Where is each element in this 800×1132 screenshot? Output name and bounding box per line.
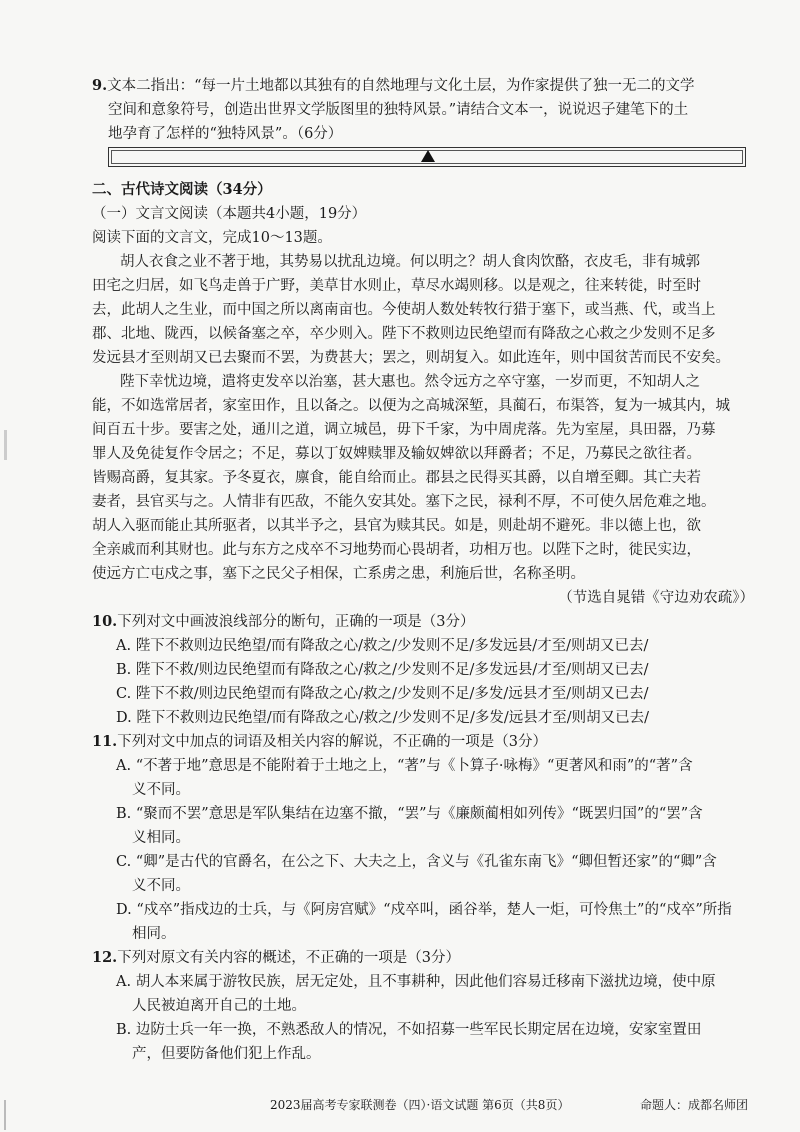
passage-line: 全亲戚而利其财也。此与东方之戍卒不习地势而心畏胡者，功相万也。以陛下之时，徙民实边， — [92, 542, 701, 558]
q12-option-a-cont: 人民被迫离开自己的土地。 — [132, 998, 306, 1014]
q12-option-b-cont: 产，但要防备他们犯上作乱。 — [132, 1046, 321, 1062]
passage-line: 间百五十步。要害之处，通川之道，调立城邑，毋下千家，为中周虎落。先为室屋，具田器，乃募 — [92, 422, 716, 438]
q9-line3: 地孕育了怎样的“独特风景”。（6分） — [108, 126, 343, 142]
page-footer: 2023届高考专家联测卷（四）·语文试题 第6页（共8页） — [270, 1098, 570, 1112]
passage-line: 胡人入驱而能止其所驱者，以其半予之，县官为赎其民。如是，则赴胡不避死。非以德上也，欲 — [92, 518, 701, 534]
passage-line: 能，不如选常居者，家室田作，且以备之。以便为之高城深堑，具蔺石，布渠答，复为一城其内，城 — [92, 398, 730, 414]
subsection-title: （一）文言文阅读（本题共4小题，19分） — [92, 206, 367, 222]
q11-option-b-cont: 义相同。 — [132, 830, 190, 846]
binding-mark — [4, 1100, 6, 1130]
q11-number: 11. — [92, 733, 118, 750]
q11-option-d[interactable]: D. “戍卒”指戍边的士兵，与《阿房宫赋》“戍卒叫，函谷举，楚人一炬，可怜焦土”的“戍卒”所指 — [116, 902, 732, 918]
instruction: 阅读下面的文言文，完成10～13题。 — [92, 230, 332, 246]
q9-text: 文本二指出：“每一片土地都以其独有的自然地理与文化土层，为作家提供了独一无二的文学 — [107, 78, 695, 94]
q10-stem — [92, 612, 474, 632]
q9-line1 — [92, 76, 695, 96]
q10-number: 10. — [92, 613, 118, 630]
q11-option-d-cont: 相同。 — [132, 926, 176, 942]
q10-option-d[interactable]: D. 陛下不救则边民绝望/而有降敌之心/救之/少发则不足/多发/远县才至/则胡又已去/ — [116, 710, 650, 726]
triangle-icon — [421, 150, 435, 162]
q11-option-c[interactable]: C. “卿”是古代的官爵名，在公之下、大夫之上，含义与《孔雀东南飞》“卿但暂还家”的“卿”含 — [116, 854, 717, 870]
passage-line: 罪人及免徒复作令居之；不足，募以丁奴婢赎罪及输奴婢欲以拜爵者；不足，乃募民之欲往者。 — [92, 446, 701, 462]
passage-line: 妻者，县官买与之。人情非有匹敌，不能久安其处。塞下之民，禄利不厚，不可使久居危难之地。 — [92, 494, 716, 510]
passage-line: 发远县才至则胡又已去聚而不罢，为费甚大；罢之，则胡复入。如此连年，则中国贫苦而民不安矣。 — [92, 350, 730, 366]
footer-author: 命题人：成都名师团 — [640, 1098, 749, 1112]
q12-text: 下列对原文有关内容的概述，不正确的一项是（3分） — [117, 950, 460, 966]
q11-option-c-cont: 义不同。 — [132, 878, 190, 894]
passage-line: 陛下幸忧边境，遣将吏发卒以治塞，甚大惠也。然令远方之卒守塞，一岁而更，不知胡人之 — [120, 374, 700, 390]
passage-line: 胡人衣食之业不著于地，其势易以扰乱边境。何以明之？胡人食肉饮酪，衣皮毛，非有城郭 — [120, 254, 700, 270]
passage-line: 郡、北地、陇西，以候备塞之卒，卒少则入。陛下不救则边民绝望而有降敌之心救之少发则不足多 — [92, 326, 716, 342]
passage-line: 田宅之归居，如飞鸟走兽于广野，美草甘水则止，草尽水竭则移。以是观之，往来转徙，时至时 — [92, 278, 701, 294]
passage-line: 使远方亡屯戍之事，塞下之民父子相保，亡系虏之患，利施后世，名称圣明。 — [92, 566, 585, 582]
q11-stem — [92, 732, 547, 752]
section-title: 二、古代诗文阅读（34分） — [92, 181, 272, 198]
passage-source: （节选自晁错《守边劝农疏》） — [558, 590, 754, 606]
q12-option-a[interactable]: A. 胡人本来属于游牧民族，居无定处，且不事耕种，因此他们容易迁移南下滋扰边境，使中原 — [116, 974, 716, 990]
q10-option-c[interactable]: C. 陛下不救/则边民绝望而有降敌之心/救之/少发则不足/多发/远县才至/则胡又已去/ — [116, 686, 649, 702]
q12-stem — [92, 948, 460, 968]
q11-option-b[interactable]: B. “聚而不罢”意思是军队集结在边塞不撤，“罢”与《廉颇蔺相如列传》“既罢归国”的“罢”含 — [116, 806, 703, 822]
q9-number: 9. — [92, 77, 108, 94]
q12-option-b[interactable]: B. 边防士兵一年一换，不熟悉敌人的情况，不如招募一些军民长期定居在边境，安家室置田 — [116, 1022, 702, 1038]
q10-option-a[interactable]: A. 陛下不救则边民绝望/而有降敌之心/救之/少发则不足/多发远县/才至/则胡又已去/ — [116, 638, 649, 654]
q10-text: 下列对文中画波浪线部分的断句，正确的一项是（3分） — [117, 614, 475, 630]
q11-option-a-cont: 义不同。 — [132, 782, 190, 798]
q12-number: 12. — [92, 949, 118, 966]
passage-line: 皆赐高爵，复其家。予冬夏衣，廪食，能自给而止。郡县之民得买其爵，以自增至卿。其亡夫若 — [92, 470, 701, 486]
q11-text: 下列对文中加点的词语及相关内容的解说，不正确的一项是（3分） — [117, 734, 547, 750]
binding-mark — [4, 430, 7, 460]
q11-option-a[interactable]: A. “不著于地”意思是不能附着于土地之上，“著”与《卜算子·咏梅》“更著风和雨”的“著”含 — [116, 758, 693, 774]
q10-option-b[interactable]: B. 陛下不救/则边民绝望而有降敌之心/救之/少发则不足/多发远县/才至/则胡又已去/ — [116, 662, 649, 678]
q9-line2: 空间和意象符号，创造出世界文学版图里的独特风景。”请结合文本一，说说迟子建笔下的土 — [108, 102, 689, 118]
passage-line: 去，此胡人之生业，而中国之所以离南亩也。今使胡人数处转牧行猎于塞下，或当燕、代，或当上 — [92, 302, 716, 318]
